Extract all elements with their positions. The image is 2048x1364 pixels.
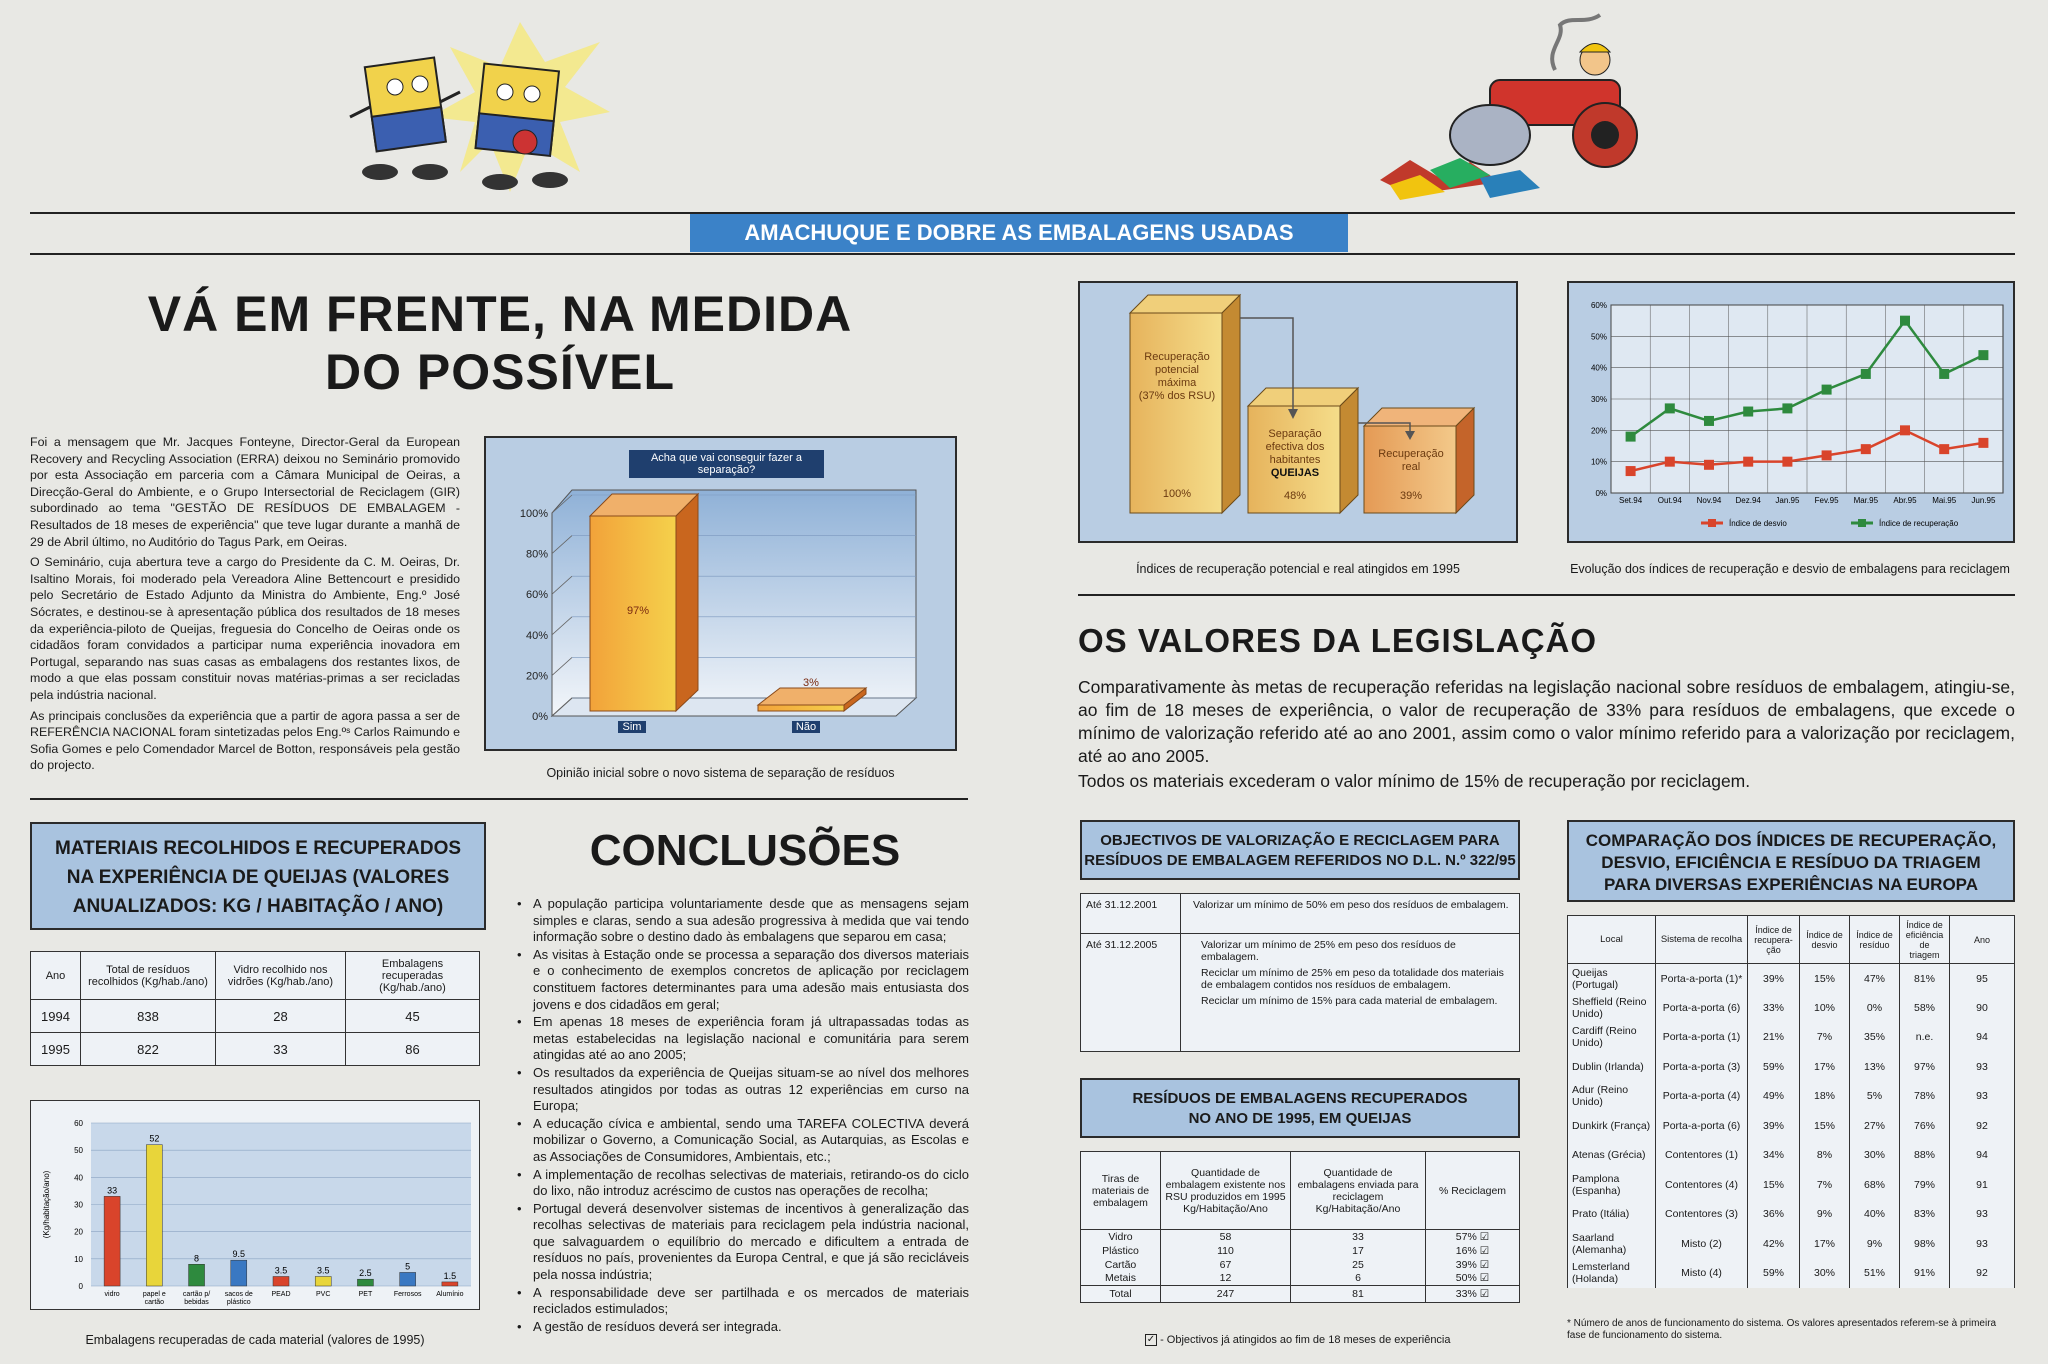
- bar: [357, 1279, 373, 1286]
- conclusion-item: • Os resultados da experiência de Queijas situam-se ao nível dos melhores resultados atingidos por todas as outras 12 experiências em curso na Europa;: [515, 1065, 969, 1115]
- table-cell: Saarland (Alemanha): [1568, 1229, 1656, 1259]
- conclusoes-list: [515, 896, 969, 1336]
- table-cell: 7%: [1800, 1170, 1850, 1200]
- data-point: [1665, 403, 1675, 413]
- table-cell: 9%: [1850, 1229, 1900, 1259]
- x-tick-label: Mar.95: [1853, 496, 1879, 505]
- bar: [315, 1276, 331, 1286]
- table-cell: Contentores (3): [1656, 1200, 1748, 1230]
- table-cell: 91%: [1900, 1259, 1950, 1289]
- table-cell: 17%: [1800, 1229, 1850, 1259]
- table-cell: 110: [1161, 1244, 1291, 1258]
- table-cell: Adur (Reino Unido): [1568, 1082, 1656, 1112]
- y-tick-label: 30: [74, 1200, 83, 1210]
- bar-value-label: 97%: [626, 605, 650, 617]
- x-tick-label: cartão p/ bebidas: [182, 1291, 211, 1306]
- objectivos-table: [1080, 893, 1520, 1052]
- table-row: [1568, 1229, 2015, 1259]
- x-tick-label: Jan.95: [1775, 496, 1800, 505]
- table-cell: Valorizar um mínimo de 50% em peso dos resíduos de embalagem.: [1181, 894, 1520, 934]
- material-chart-caption: Embalagens recuperadas de cada material (valores de 1995): [85, 1333, 425, 1347]
- y-tick-label: 20: [74, 1227, 83, 1237]
- table-cell: 47%: [1850, 964, 1900, 994]
- table-row: [1568, 1200, 2015, 1230]
- bar-value-label: 33: [107, 1185, 118, 1196]
- table-cell: 95: [1950, 964, 2015, 994]
- intro-text: [30, 434, 460, 778]
- legislacao-paragraph: Todos os materiais excederam o valor mínimo de 15% de recuperação por reciclagem.: [1078, 771, 1751, 791]
- table-cell: Contentores (1): [1656, 1141, 1748, 1171]
- material-bar-chart: [30, 1100, 480, 1310]
- table-row: [1568, 1052, 2015, 1082]
- checkbox-icon: ☑: [1479, 1244, 1490, 1257]
- table-cell: 15%: [1800, 1111, 1850, 1141]
- table-cell: 27%: [1850, 1111, 1900, 1141]
- table-cell: 57% ☑: [1426, 1230, 1520, 1244]
- table-cell: 21%: [1748, 1023, 1800, 1053]
- table-cell: 18%: [1800, 1082, 1850, 1112]
- bar-value-label: 3.5: [274, 1265, 288, 1276]
- legislacao-heading: OS VALORES DA LEGISLAÇÃO: [1078, 622, 1598, 659]
- bar: [104, 1196, 120, 1286]
- data-point: [1743, 457, 1753, 467]
- x-tick-label: Out.94: [1657, 496, 1682, 505]
- y-tick-label: 100%: [519, 508, 548, 520]
- table-cell: 6: [1291, 1272, 1426, 1286]
- bar: [189, 1264, 205, 1286]
- data-point: [1978, 438, 1988, 448]
- x-tick-label: PEAD: [271, 1291, 291, 1298]
- legend-label: Índice de recuperação: [1879, 519, 1959, 528]
- table-cell: 36%: [1748, 1200, 1800, 1230]
- data-point: [1861, 369, 1871, 379]
- legislacao-paragraph: Comparativamente às metas de recuperação referidas na legislação nacional sobre resíduos de embalagem, atingiu-se, ao fim de 18 meses de experiência, o valor de recuperação de 33% para resíduos de embalagens, que excede o mínimo de valorização referido até ao ano 2001, assim como o valor mínimo referido para a valorização por reciclagem, até ao ano 2005.: [1078, 677, 2015, 766]
- table-row: [1081, 1230, 1520, 1244]
- bar: [273, 1276, 289, 1286]
- table-cell: 822: [81, 1033, 216, 1066]
- column-header: Índice de resíduo: [1850, 916, 1900, 964]
- table-cell: 247: [1161, 1286, 1291, 1303]
- table-cell: Cardiff (Reino Unido): [1568, 1023, 1656, 1053]
- headline-line-2: DO POSSÍVEL: [325, 344, 675, 400]
- column-header: % Reciclagem: [1426, 1152, 1520, 1230]
- table-cell: 94: [1950, 1023, 2015, 1053]
- y-tick-label: 0: [78, 1282, 83, 1291]
- opinion-chart-caption: Opinião inicial sobre o novo sistema de separação de resíduos: [546, 766, 895, 780]
- y-tick-label: 60: [74, 1119, 83, 1128]
- heading-line: COMPARAÇÃO DOS ÍNDICES DE RECUPERAÇÃO,: [1585, 831, 1997, 850]
- conclusion-item: • A implementação de recolhas selectivas de materiais, retirando-os do ciclo do lixo, não introduz acréscimo de custos nas operações de recolha;: [515, 1167, 969, 1200]
- table-cell: 83%: [1900, 1200, 1950, 1230]
- bar-value-label: 8: [194, 1253, 200, 1264]
- x-label-nao: Não: [792, 721, 820, 733]
- y-tick-label: 40: [74, 1173, 83, 1183]
- conclusion-item: • A responsabilidade deve ser partilhada e os mercados de materiais reciclados estimulados;: [515, 1285, 969, 1318]
- conclusion-item: • Portugal deverá desenvolver sistemas de incentivos à generalização das recolhas selectivas de materiais para reciclagem pela indústria nacional, que salvaguardem o equilíbrio do mercado e dificultem a entrada de resíduos no país, provenientes da Europa Central, e que já são recicláveis pela nossa indústria;: [515, 1201, 969, 1284]
- table-row: [1081, 894, 1520, 934]
- table-cell: 78%: [1900, 1082, 1950, 1112]
- table-cell: 90: [1950, 993, 2015, 1023]
- checkbox-icon: ☑: [1479, 1272, 1490, 1285]
- table-cell: 88%: [1900, 1141, 1950, 1171]
- column-header: Vidro recolhido nos vidrões (Kg/hab./ano): [216, 952, 346, 1000]
- table-cell: 94: [1950, 1141, 2015, 1171]
- bar-value-label: 52: [149, 1133, 160, 1144]
- table-cell: 838: [81, 1000, 216, 1033]
- data-point: [1822, 450, 1832, 460]
- table-cell: Misto (2): [1656, 1229, 1748, 1259]
- data-point: [1900, 425, 1910, 435]
- table-cell: Porta-a-porta (6): [1656, 993, 1748, 1023]
- column-header: Tiras de materiais de embalagem: [1081, 1152, 1161, 1230]
- data-point: [1704, 460, 1714, 470]
- table-cell: Prato (Itália): [1568, 1200, 1656, 1230]
- table-cell: 58: [1161, 1230, 1291, 1244]
- table-row: [1081, 1272, 1520, 1286]
- block-value: 100%: [1162, 488, 1192, 500]
- data-point: [1626, 432, 1636, 442]
- table-cell: 51%: [1850, 1259, 1900, 1289]
- table-row: [1568, 1082, 2015, 1112]
- table-cell: 15%: [1800, 964, 1850, 994]
- intro-paragraph: Foi a mensagem que Mr. Jacques Fonteyne, Director-Geral da European Recovery and Recycling Association (ERRA) deixou no Seminário promovido por esta Associação em parceria com a Câmara Municipal de Oeiras, a Direcção-Geral do Ambiente, e o Grupo Intersectorial de Reciclagem (GIR) subordinado ao tema "GESTÃO DE RESÍDUOS DE EMBALAGEM - Resultados de 18 meses de experiência" que teve lugar durante a manhã de 29 de Abril último, no Auditório do Tagus Park, em Oeiras.: [30, 435, 460, 549]
- table-cell: 33: [1291, 1230, 1426, 1244]
- table-cell: Contentores (4): [1656, 1170, 1748, 1200]
- table-cell: 45: [346, 1000, 480, 1033]
- table-cell: 97%: [1900, 1052, 1950, 1082]
- table-row: [1568, 1141, 2015, 1171]
- table-cell: 25: [1291, 1258, 1426, 1272]
- table-row: [31, 1000, 480, 1033]
- checkbox-icon: ☑: [1479, 1258, 1490, 1271]
- table-cell: 34%: [1748, 1141, 1800, 1171]
- bar-value-label: 9.5: [232, 1249, 246, 1260]
- table-cell: 98%: [1900, 1229, 1950, 1259]
- data-point: [1861, 444, 1871, 454]
- y-tick-label: 0%: [1595, 489, 1607, 498]
- bar-value-label: 2.5: [359, 1268, 372, 1279]
- data-point: [1978, 350, 1988, 360]
- x-tick-label: Jun.95: [1971, 496, 1996, 505]
- table-row: [1568, 1023, 2015, 1053]
- bar-value-label: 3%: [803, 677, 819, 689]
- x-tick-label: Fev.95: [1814, 496, 1839, 505]
- cartoon-steamroller-illustration: [1370, 10, 1730, 210]
- y-tick-label: 40%: [525, 629, 548, 642]
- table-cell: 81%: [1900, 964, 1950, 994]
- table-cell: 68%: [1850, 1170, 1900, 1200]
- y-tick-label: 0%: [532, 711, 548, 723]
- legislacao-text: [1078, 676, 2015, 793]
- table-row: [1568, 993, 2015, 1023]
- data-point: [1626, 466, 1636, 476]
- x-tick-label: Set.94: [1619, 496, 1643, 505]
- opinion-chart: [484, 436, 957, 751]
- index-line-chart-plot: [1569, 283, 2013, 541]
- table-cell: 91: [1950, 1170, 2015, 1200]
- x-tick-label: vidro: [104, 1291, 120, 1298]
- heading-line: ANUALIZADOS: KG / HABITAÇÃO / ANO): [72, 896, 444, 917]
- data-point: [1743, 407, 1753, 417]
- conclusion-item: • Em apenas 18 meses de experiência foram já ultrapassadas todas as metas estabelecidas na legislação nacional e comunitária para serem atingidas até ao ano 2005;: [515, 1014, 969, 1064]
- block-value: 48%: [1283, 490, 1307, 502]
- table-cell: 42%: [1748, 1229, 1800, 1259]
- bar-value-label: 5: [405, 1261, 411, 1272]
- data-point: [1900, 316, 1910, 326]
- table-row: [1568, 1259, 2015, 1289]
- recovery-potential-chart: [1078, 281, 1518, 543]
- data-point: [1704, 416, 1714, 426]
- table-cell: 5%: [1850, 1082, 1900, 1112]
- data-point: [1665, 457, 1675, 467]
- table-cell: 9%: [1800, 1200, 1850, 1230]
- column-header: Quantidade de embalagem existente nos RSU produzidos em 1995 Kg/Habitação/Ano: [1161, 1152, 1291, 1230]
- table-cell: Queijas (Portugal): [1568, 964, 1656, 994]
- checkbox-icon: ✓: [1146, 1334, 1156, 1346]
- checkbox-icon: ☑: [1479, 1230, 1490, 1243]
- table-cell: 81: [1291, 1286, 1426, 1303]
- x-tick-label: Abr.95: [1893, 496, 1917, 505]
- table-cell: 30%: [1800, 1259, 1850, 1289]
- table-cell: 58%: [1900, 993, 1950, 1023]
- column-header: Sistema de recolha: [1656, 916, 1748, 964]
- table-total-row: [1081, 1286, 1520, 1303]
- table-row: [31, 1033, 480, 1066]
- bar: [231, 1260, 247, 1286]
- x-tick-label: Alumínio: [436, 1291, 464, 1298]
- table-cell: 33: [216, 1033, 346, 1066]
- bar-value-label: 1.5: [443, 1270, 457, 1281]
- table-cell: Porta-a-porta (6): [1656, 1111, 1748, 1141]
- heading-line: PARA DIVERSAS EXPERIÊNCIAS NA EUROPA: [1603, 875, 1979, 894]
- heading-line: OBJECTIVOS DE VALORIZAÇÃO E RECICLAGEM PARA: [1100, 832, 1500, 849]
- headline: [90, 285, 910, 401]
- table-cell: Metais: [1081, 1272, 1161, 1286]
- table-cell: 39% ☑: [1426, 1258, 1520, 1272]
- table-cell: Atenas (Grécia): [1568, 1141, 1656, 1171]
- intro-paragraph: As principais conclusões da experiência que a partir de agora passa a ser de REFERÊNCIA NACIONAL foram sintetizadas pelos Eng.ºˢ Carlos Raimundo e Sofia Gomes e pelo Comendador Marcel de Botton, responsáveis pela gestão do projecto.: [30, 708, 460, 773]
- y-tick-label: 80%: [525, 548, 548, 561]
- cartoon-packages-illustration: [310, 22, 610, 197]
- table-cell: 30%: [1850, 1141, 1900, 1171]
- y-tick-label: 50%: [1590, 332, 1607, 342]
- headline-line-1: VÁ EM FRENTE, NA MEDIDA: [147, 286, 853, 342]
- heading-line: NA EXPERIÊNCIA DE QUEIJAS (VALORES: [66, 867, 450, 888]
- comparacao-footnote: * Número de anos de funcionamento do sistema. Os valores apresentados referem-se à primeira fase de funcionamento do sistema.: [1567, 1318, 1997, 1341]
- conclusion-item: • As visitas à Estação onde se processa a separação dos diversos materiais e o conhecimento de exemplos concretos de aplicação por reciclagem constituem factores determinantes para uma adesão mais entusiasta dos jovens e dos cidadãos em geral;: [515, 947, 969, 1013]
- data-point: [1782, 457, 1792, 467]
- comparacao-heading: [1567, 820, 2015, 902]
- column-header: Ano: [1950, 916, 2015, 964]
- table-cell: 28: [216, 1000, 346, 1033]
- table-cell: Valorizar um mínimo de 25% em peso dos resíduos de embalagem. Reciclar um mínimo de 25% em peso da totalidade dos materiais de embalagem contidos nos resíduos de embalagem. Reciclar um mínimo de 15% para cada material de embalagem.: [1181, 934, 1520, 1052]
- table-cell: 92: [1950, 1259, 2015, 1289]
- table-cell: Pamplona (Espanha): [1568, 1170, 1656, 1200]
- heading-line: MATERIAIS RECOLHIDOS E RECUPERADOS: [54, 838, 462, 859]
- column-header: Índice de recupera-ção: [1748, 916, 1800, 964]
- y-tick-label: 10%: [1590, 457, 1607, 467]
- table-cell: n.e.: [1900, 1023, 1950, 1053]
- table-cell: 1995: [31, 1033, 81, 1066]
- table-row: [1568, 1111, 2015, 1141]
- table-cell: 35%: [1850, 1023, 1900, 1053]
- heading-line: RESÍDUOS DE EMBALAGENS RECUPERADOS: [1132, 1090, 1468, 1107]
- table-cell: 49%: [1748, 1082, 1800, 1112]
- y-tick-label: 20%: [525, 670, 548, 683]
- table-cell: Até 31.12.2001: [1081, 894, 1181, 934]
- bar: [146, 1145, 162, 1286]
- table-cell: 76%: [1900, 1111, 1950, 1141]
- heading-line: RESÍDUOS DE EMBALAGEM REFERIDOS NO D.L. N.º 322/95: [1084, 852, 1516, 869]
- materiais-heading: [30, 822, 486, 930]
- table-cell: Porta-a-porta (4): [1656, 1082, 1748, 1112]
- column-header: Local: [1568, 916, 1656, 964]
- table-cell: 8%: [1800, 1141, 1850, 1171]
- table-cell: 59%: [1748, 1259, 1800, 1289]
- column-header: Embalagens recuperadas (Kg/hab./ano): [346, 952, 480, 1000]
- column-header: Índice de eficiência de triagem: [1900, 916, 1950, 964]
- residuos-table: [1080, 1151, 1520, 1303]
- block-label: Separação efectiva dos habitantes QUEIJAS: [1265, 428, 1325, 479]
- table-cell: Sheffield (Reino Unido): [1568, 993, 1656, 1023]
- table-cell: Cartão: [1081, 1258, 1161, 1272]
- data-point: [1939, 444, 1949, 454]
- table-cell: Misto (4): [1656, 1259, 1748, 1289]
- material-bar-chart-plot: [31, 1101, 479, 1309]
- conclusion-item: • A educação cívica e ambiental, sendo uma TAREFA COLECTIVA deverá mobilizar o Governo, a Comunicação Social, as Autarquias, as Escolas e as Associações de Consumidores, Ambientais, etc.;: [515, 1116, 969, 1166]
- checkbox-icon: ☑: [1479, 1288, 1490, 1300]
- table-cell: 15%: [1748, 1170, 1800, 1200]
- conclusion-item: • A gestão de resíduos deverá ser integrada.: [515, 1319, 969, 1336]
- table-cell: Dunkirk (França): [1568, 1111, 1656, 1141]
- table-cell: 16% ☑: [1426, 1244, 1520, 1258]
- table-row: [1568, 1170, 2015, 1200]
- table-cell: 79%: [1900, 1170, 1950, 1200]
- table-cell: 13%: [1850, 1052, 1900, 1082]
- y-tick-label: 20%: [1590, 426, 1607, 436]
- table-cell: 40%: [1850, 1200, 1900, 1230]
- table-cell: 50% ☑: [1426, 1272, 1520, 1286]
- x-tick-label: Mai.95: [1932, 496, 1957, 505]
- x-tick-label: papel e cartão: [142, 1291, 166, 1306]
- recovery-blocks-plot: [1080, 283, 1516, 541]
- conclusoes-heading: CONCLUSÕES: [589, 826, 901, 875]
- heading-line: DESVIO, EFICIÊNCIA E RESÍDUO DA TRIAGEM: [1601, 853, 1981, 872]
- table-cell: 0%: [1850, 993, 1900, 1023]
- table-cell: Porta-a-porta (1)*: [1656, 964, 1748, 994]
- bar-value-label: 3.5: [316, 1265, 330, 1276]
- y-tick-label: 30%: [1590, 395, 1607, 404]
- table-cell: 10%: [1800, 993, 1850, 1023]
- table-cell: Total: [1081, 1286, 1161, 1303]
- x-tick-label: PVC: [316, 1291, 331, 1298]
- table-row: [1081, 1244, 1520, 1258]
- table-cell: 39%: [1748, 1111, 1800, 1141]
- column-header: Índice de desvio: [1800, 916, 1850, 964]
- x-tick-label: Ferrosos: [393, 1291, 422, 1298]
- objectivos-heading: [1080, 820, 1520, 880]
- line-chart-caption: Evolução dos índices de recuperação e desvio de embalagens para reciclagem: [1570, 562, 2010, 576]
- y-tick-label: 60%: [525, 589, 548, 602]
- block-label: Recuperação potencial máxima (37% dos RSU): [1138, 351, 1216, 402]
- note-text: - Objectivos já atingidos ao fim de 18 meses de experiência: [1160, 1334, 1451, 1346]
- y-axis-label: (Kg/habitação/ano): [42, 1170, 51, 1239]
- table-cell: 93: [1950, 1052, 2015, 1082]
- table-cell: 93: [1950, 1200, 2015, 1230]
- table-cell: 39%: [1748, 964, 1800, 994]
- x-tick-label: Dez.94: [1735, 496, 1761, 505]
- block-value: 39%: [1399, 490, 1423, 502]
- x-label-sim: Sim: [618, 721, 646, 733]
- data-point: [1782, 403, 1792, 413]
- table-row: [1568, 964, 2015, 994]
- y-tick-label: 50: [74, 1146, 83, 1156]
- recovery-chart-caption: Índices de recuperação potencial e real atingidos em 1995: [1136, 562, 1460, 576]
- table-cell: 93: [1950, 1229, 2015, 1259]
- y-tick-label: 10: [74, 1254, 83, 1264]
- column-header: Quantidade de embalagens enviada para reciclagem Kg/Habitação/Ano: [1291, 1152, 1426, 1230]
- table-cell: Porta-a-porta (1): [1656, 1023, 1748, 1053]
- table-cell: Lemsterland (Holanda): [1568, 1259, 1656, 1289]
- index-line-chart: [1567, 281, 2015, 543]
- table-cell: 67: [1161, 1258, 1291, 1272]
- intro-paragraph: O Seminário, cuja abertura teve a cargo do Presidente da C. M. Oeiras, Dr. Isaltino Morais, foi moderado pela Vereadora Aline Bettencourt e presidido pelo Secretário de Estado Adjunto da Ministra do Ambiente, Eng.º José Sócrates, e destinou-se à apresentação pública dos resultados de 18 meses da experiência-piloto de Queijas, freguesia do Concelho de Oeiras onde os cidadãos foram convidados a participar numa experiência inovadora em Portugal, separando nas suas casas as embalagens dos restantes lixos, de modo a que elas possam constituir novas matérias-primas a ser recicladas pela indústria nacional.: [30, 555, 460, 702]
- table-cell: 1994: [31, 1000, 81, 1033]
- data-point: [1939, 369, 1949, 379]
- table-cell: 59%: [1748, 1052, 1800, 1082]
- table-cell: Até 31.12.2005: [1081, 934, 1181, 1052]
- opinion-chart-title: Acha que vai conseguir fazer a separação?: [629, 450, 824, 478]
- comparacao-table: [1567, 915, 2015, 1288]
- column-header: Ano: [31, 952, 81, 1000]
- table-cell: Dublin (Irlanda): [1568, 1052, 1656, 1082]
- table-row: [1081, 934, 1520, 1052]
- conclusion-item: • A população participa voluntariamente desde que as mensagens sejam simples e claras, sendo a sua adesão progressiva à medida que vai tendo informação sobre o destino dado às embalagens que separou em casa;: [515, 896, 969, 946]
- x-tick-label: Nov.94: [1696, 496, 1722, 505]
- x-tick-label: sacos de plástico: [224, 1291, 253, 1306]
- table-row: [1081, 1258, 1520, 1272]
- materiais-table: [30, 951, 480, 1066]
- residuos-note: [1145, 1334, 1451, 1346]
- table-cell: 7%: [1800, 1023, 1850, 1053]
- block-label: Recuperação real: [1378, 448, 1444, 473]
- legend-label: Índice de desvio: [1729, 519, 1787, 528]
- data-point: [1822, 385, 1832, 395]
- table-cell: Plástico: [1081, 1244, 1161, 1258]
- residuos-heading: [1080, 1078, 1520, 1138]
- bar: [442, 1282, 458, 1286]
- table-cell: 93: [1950, 1082, 2015, 1112]
- table-cell: 86: [346, 1033, 480, 1066]
- x-tick-label: PET: [358, 1291, 373, 1298]
- section-banner: AMACHUQUE E DOBRE AS EMBALAGENS USADAS: [690, 214, 1348, 252]
- table-cell: 33% ☑: [1426, 1286, 1520, 1303]
- table-cell: 17: [1291, 1244, 1426, 1258]
- table-cell: Porta-a-porta (3): [1656, 1052, 1748, 1082]
- table-cell: 17%: [1800, 1052, 1850, 1082]
- column-header: Total de resíduos recolhidos (Kg/hab./ano): [81, 952, 216, 1000]
- table-cell: 12: [1161, 1272, 1291, 1286]
- table-cell: 33%: [1748, 993, 1800, 1023]
- bar: [400, 1272, 416, 1286]
- y-tick-label: 40%: [1590, 363, 1607, 373]
- table-cell: 92: [1950, 1111, 2015, 1141]
- opinion-chart-plot: [486, 438, 955, 749]
- y-tick-label: 60%: [1590, 301, 1607, 310]
- table-cell: Vidro: [1081, 1230, 1161, 1244]
- heading-line: NO ANO DE 1995, EM QUEIJAS: [1188, 1110, 1412, 1127]
